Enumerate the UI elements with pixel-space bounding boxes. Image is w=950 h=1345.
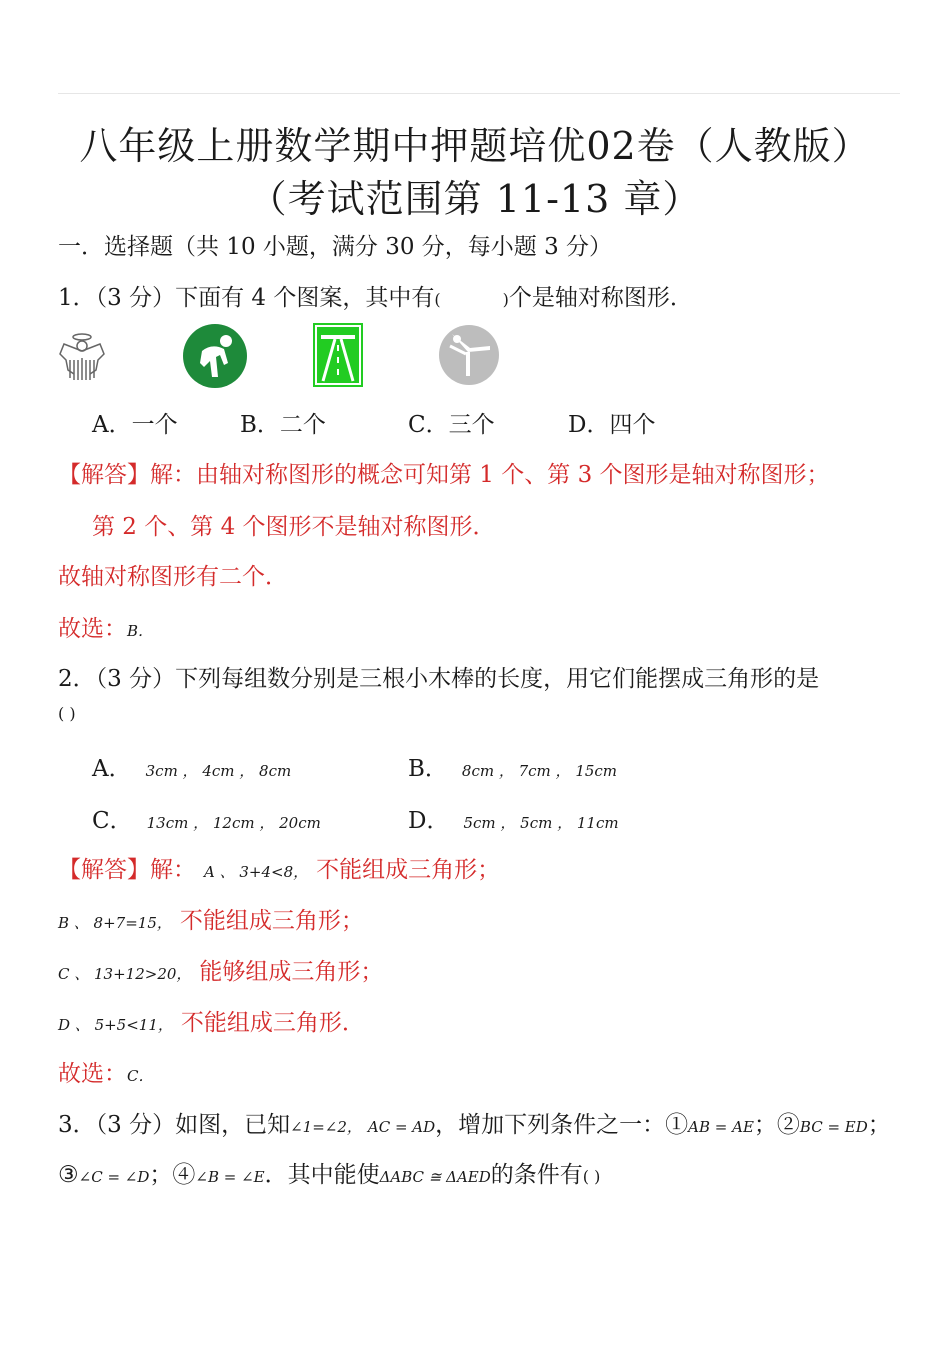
q2-option-a-letter: A．: [92, 756, 132, 782]
q2-answer-label: 【解答】: [58, 857, 150, 883]
q2-expr-c: C 、 13+12>20，: [58, 965, 192, 983]
q3-cond-c-d: ∠C = ∠D: [78, 1168, 150, 1186]
q2-expr-a: A 、 3+4<8，: [204, 863, 309, 881]
angel-hands-icon: [56, 330, 108, 382]
q1-stem: [58, 279, 693, 312]
q2-text-a: 不能组成三角形；: [316, 857, 501, 883]
q1-option-c: C．三个: [408, 412, 495, 438]
gymnast-icon: [438, 324, 500, 386]
q1-stem-a: 1．（3 分）下面有 4 个图案，其中有: [58, 285, 435, 311]
q2-text-c: 能够组成三角形；: [199, 959, 384, 985]
q3-cond-ab-ae: AB = AE: [688, 1118, 754, 1136]
q2-option-a: [92, 750, 291, 783]
section-heading: 一．选择题（共 10 小题，满分 30 分，每小题 3 分）: [58, 234, 613, 260]
top-divider: [58, 93, 900, 94]
q3-stem-b: ，增加下列条件之一：①: [435, 1112, 689, 1138]
q3-sep3: ；④: [149, 1162, 196, 1188]
q1-answer: [58, 456, 830, 489]
q2-option-b: [408, 750, 617, 783]
q3-cond2: AC = AD: [367, 1118, 436, 1136]
q3-paren: ( ): [582, 1167, 601, 1186]
q1-option-a: A．一个: [92, 412, 178, 438]
person-bending-icon: [182, 323, 248, 389]
q3-congruence: ΔABC ≅ ΔAED: [379, 1168, 491, 1186]
q2-option-d-values: 5cm ， 5cm ， 11cm: [463, 814, 619, 832]
highway-road-icon: [313, 323, 363, 387]
q1-answer-text1: 解：由轴对称图形的概念可知第 1 个、第 3 个图形是轴对称图形；: [150, 462, 830, 488]
q2-option-c-letter: C．: [92, 808, 133, 834]
q1-conclusion: 故轴对称图形有二个．: [58, 564, 288, 590]
q2-expr-d: D 、 5+5<11，: [58, 1016, 173, 1034]
q1-select: [58, 610, 153, 643]
q3-line2-c: 的条件有: [490, 1162, 583, 1188]
q2-answer-line-b: [58, 902, 364, 935]
q3-line2: [58, 1156, 600, 1189]
q2-text-d: 不能组成三角形．: [180, 1010, 365, 1036]
q2-select: [58, 1055, 153, 1088]
q3-circle3: ③: [58, 1162, 79, 1188]
q1-paren-close: ): [502, 290, 509, 309]
q3-cond1: ∠1=∠2，: [290, 1118, 362, 1136]
q3-line2-b: ．其中能使: [264, 1162, 380, 1188]
q2-text-b: 不能组成三角形；: [179, 908, 364, 934]
q2-option-b-values: 8cm ， 7cm ， 15cm: [461, 762, 618, 780]
q1-answer-label: 【解答】: [58, 462, 150, 488]
q2-answer-line-c: [58, 953, 383, 986]
q2-stem: 2．（3 分）下列每组数分别是三根小木棒的长度，用它们能摆成三角形的是: [58, 666, 820, 692]
page-title: 八年级上册数学期中押题培优02卷（人教版）: [79, 124, 871, 168]
q2-expr-b: B 、 8+7=15，: [58, 914, 172, 932]
q2-select-label: 故选：: [58, 1061, 127, 1087]
q2-option-b-letter: B．: [408, 756, 448, 782]
q2-paren: ( ): [58, 704, 76, 723]
q2-select-value: C．: [127, 1067, 154, 1085]
q1-answer-text2: 第 2 个、第 4 个图形不是轴对称图形．: [92, 514, 496, 540]
q3-cond-b-e: ∠B = ∠E: [195, 1168, 265, 1186]
q1-option-d: D．四个: [568, 412, 656, 438]
q2-option-c: [92, 802, 321, 835]
q2-answer-line-d: [58, 1004, 365, 1037]
q1-paren-open: (: [434, 290, 441, 309]
q2-option-c-values: 13cm ， 12cm ， 20cm: [146, 814, 321, 832]
q2-option-a-values: 3cm ， 4cm ， 8cm: [145, 762, 292, 780]
q3-stem-a: 3．（3 分）如图，已知: [58, 1112, 291, 1138]
q3-cond-bc-ed: BC = ED: [799, 1118, 868, 1136]
q1-option-b: B．二个: [240, 412, 326, 438]
q3-sep2: ；: [867, 1112, 891, 1138]
q3-line1: [58, 1106, 891, 1139]
q1-select-value: B．: [127, 622, 154, 640]
q1-select-label: 故选：: [58, 616, 127, 642]
q2-option-d-letter: D．: [408, 808, 450, 834]
page-subtitle: （考试范围第 11-13 章）: [248, 177, 702, 221]
q2-option-d: [408, 802, 619, 835]
q2-answer-line-a: [58, 851, 500, 884]
q2-answer-prefix: 解：: [150, 857, 196, 883]
q1-stem-b: 个是轴对称图形．: [508, 285, 693, 311]
q3-sep1: ；②: [753, 1112, 800, 1138]
